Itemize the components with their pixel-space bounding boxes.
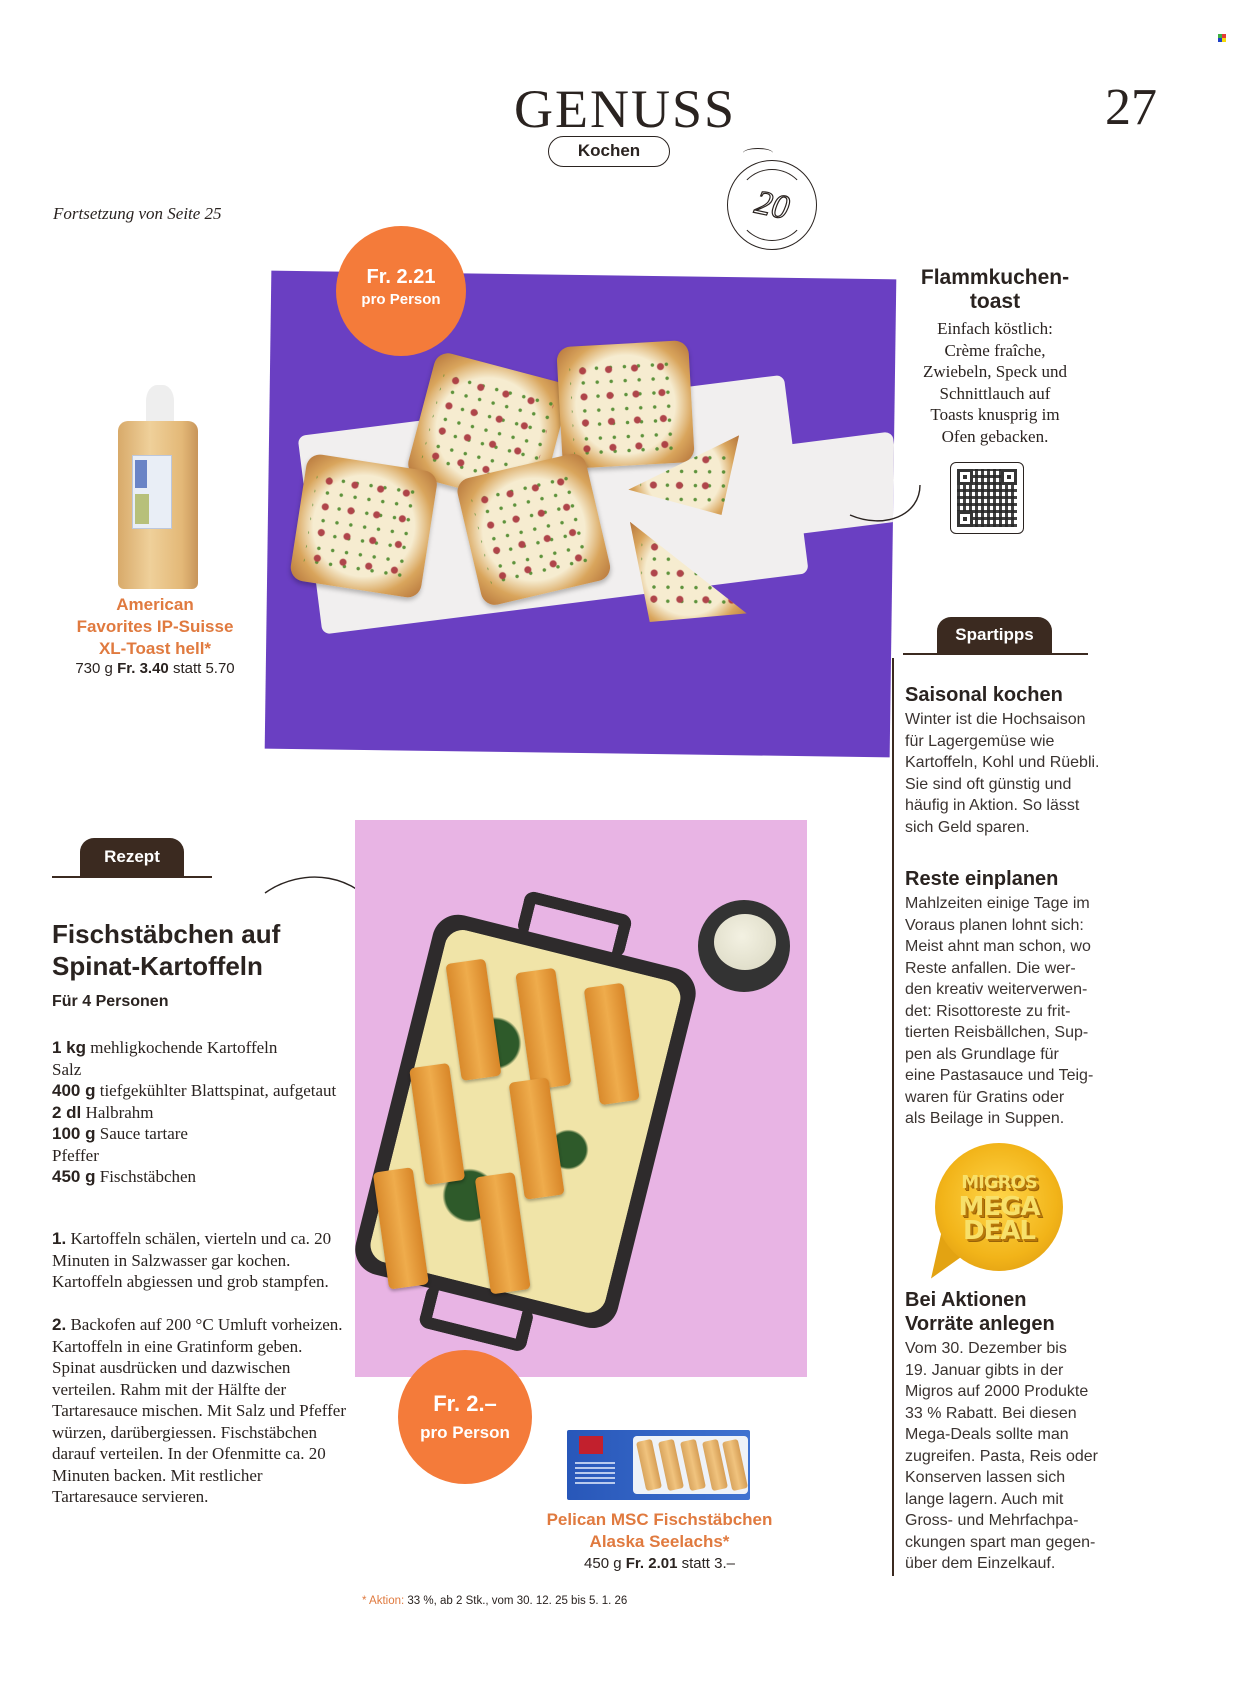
recipe-servings: Für 4 Personen bbox=[52, 993, 169, 1010]
fischstaebchen-gratin-photo bbox=[355, 820, 807, 1377]
promotion-footnote: * Aktion: 33 %, ab 2 Stk., vom 30. 12. 25 bis 5. 1. 26 bbox=[362, 1595, 628, 1607]
page-number: 27 bbox=[1105, 79, 1157, 136]
flammkuchen-description: Einfach köstlich: Crème fraîche, Zwiebeln, Speck und Schnittlauch auf Toasts knusprig im Ofen gebacken. bbox=[923, 319, 1067, 446]
emblem-number: 20 bbox=[751, 183, 793, 228]
spartipps-tab: Spartipps bbox=[937, 617, 1052, 653]
arrow-arc-decoration bbox=[845, 480, 925, 530]
ingredient-list bbox=[52, 1037, 342, 1188]
product-name-fish-sticks: Pelican MSC Fischstäbchen Alaska Seelachs* bbox=[546, 1510, 773, 1551]
tip-heading: Reste einplanen bbox=[905, 868, 1059, 890]
qr-code-icon[interactable] bbox=[950, 462, 1024, 534]
migros-mega-deal-badge: MIGROS MEGA DEAL bbox=[935, 1143, 1063, 1271]
toast-slice bbox=[289, 453, 439, 600]
price-per-person-badge: Fr. 2.21 pro Person bbox=[336, 226, 466, 356]
section-title: GENUSS bbox=[513, 79, 737, 139]
price-per-person-badge: Fr. 2.– pro Person bbox=[398, 1350, 532, 1484]
ingredient-item: 450 g Fischstäbchen bbox=[52, 1167, 197, 1186]
ingredient-item: Pfeffer bbox=[52, 1145, 99, 1165]
emblem-arc-decoration bbox=[743, 148, 773, 158]
product-price-toast: 730 g Fr. 3.40 statt 5.70 bbox=[75, 660, 235, 677]
tip-body: Vom 30. Dezember bis 19. Januar gibts in der Migros auf 2000 Produkte 33 % Rabatt. Bei diesen Mega-Deals sollte man zugreifen. Pasta, Reis oder Konserven lassen sich lange lagern. Auch mit Gross- und Mehrfachpa- ckungen spart man gegen- über dem Einzelkauf. bbox=[905, 1340, 1098, 1572]
rezept-tab: Rezept bbox=[80, 838, 184, 876]
continued-from-note: Fortsetzung von Seite 25 bbox=[53, 204, 222, 223]
ingredient-item: 400 g tiefgekühlter Blattspinat, aufgetaut bbox=[52, 1081, 337, 1100]
tartare-sauce-bowl bbox=[698, 900, 790, 992]
recipe-steps bbox=[52, 1228, 347, 1529]
recipe-step: 1. Kartoffeln schälen, vierteln und ca. 20 Minuten in Salzwasser gar kochen. Kartoffeln abgiessen und grob stampfen. bbox=[52, 1229, 332, 1291]
corner-color-logo bbox=[1218, 34, 1226, 42]
ingredient-item: 1 kg mehligkochende Kartoffeln bbox=[52, 1038, 278, 1057]
product-name-toast: American Favorites IP-Suisse XL-Toast hell* bbox=[76, 595, 234, 658]
category-pill[interactable]: Kochen bbox=[548, 136, 670, 167]
recipe-step: 2. Backofen auf 200 °C Umluft vorheizen. Kartoffeln in eine Gratinform geben. Spinat ausdrücken und dazwischen verteilen. Rahm mit der Hälfte der Tartaresauce mischen. Mit Salz und Pfeffer würzen, darübergiessen. Fischstäbchen darauf verteilen. In der Ofenmitte ca. 20 Minuten backen. Mit restlicher Tartaresauce servieren. bbox=[52, 1315, 346, 1506]
anniversary-20-emblem bbox=[727, 160, 817, 250]
fish-sticks-product-image bbox=[567, 1430, 750, 1500]
tip-heading: Saisonal kochen bbox=[905, 684, 1063, 706]
flammkuchen-toast-photo bbox=[265, 271, 897, 758]
toast-bread-product-image bbox=[118, 385, 198, 590]
tip-body: Mahlzeiten einige Tage im Voraus planen lohnt sich: Meist ahnt man schon, wo Reste anfallen. Die wer- den kreativ weiterverwen- det: Risottoreste zu frit- tierten Reisbällchen, Sup- pen als Grundlage für eine Pastasauce und Teig- waren für Gratins oder als Beilage in Suppen. bbox=[905, 895, 1094, 1127]
ingredient-item: Salz bbox=[52, 1059, 82, 1079]
tip-body: Winter ist die Hochsaison für Lagergemüse wie Kartoffeln, Kohl und Rüebli. Sie sind oft günstig und häufig in Aktion. So lässt sich Geld sparen. bbox=[905, 711, 1100, 836]
rezept-rule bbox=[52, 876, 212, 878]
spartipps-vertical-rule bbox=[892, 658, 894, 1576]
tip-heading: Bei Aktionen Vorräte anlegen bbox=[905, 1289, 1055, 1335]
toast-slice bbox=[556, 340, 695, 469]
ingredient-item: 2 dl Halbrahm bbox=[52, 1102, 154, 1122]
spartipps-rule bbox=[903, 653, 1088, 655]
flammkuchen-title: Flammkuchen- toast bbox=[920, 266, 1070, 313]
product-price-fish-sticks: 450 g Fr. 2.01 statt 3.– bbox=[584, 1555, 735, 1572]
gratin-dish bbox=[355, 870, 740, 1377]
ingredient-item: 100 g Sauce tartare bbox=[52, 1124, 188, 1143]
recipe-title: Fischstäbchen auf Spinat-Kartoffeln bbox=[52, 919, 281, 981]
